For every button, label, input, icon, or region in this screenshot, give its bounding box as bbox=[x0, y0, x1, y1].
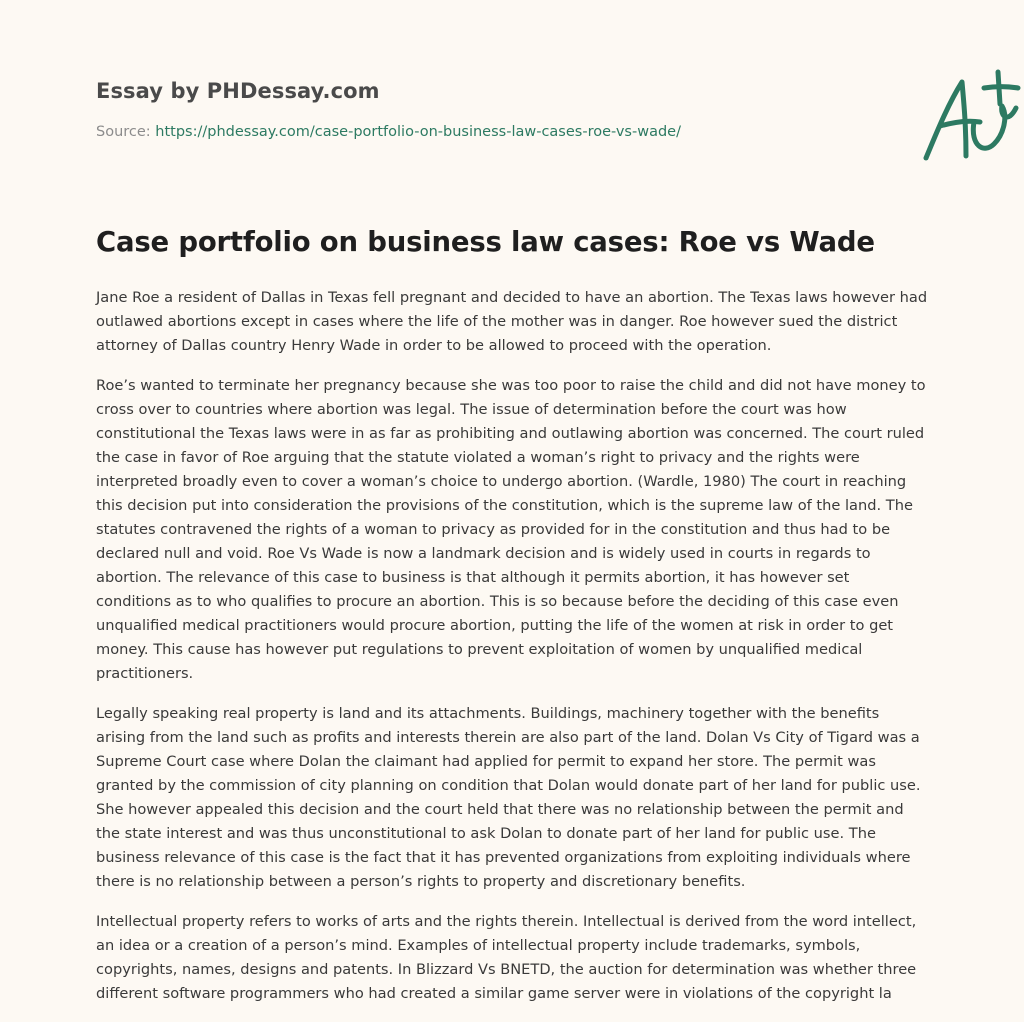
a-plus-logo-icon bbox=[918, 64, 1024, 164]
paragraph: Legally speaking real property is land and its attachments. Buildings, machinery together with the benefits arising from the land such as profits and interests therein are also part of the land. Dolan Vs City of Tigard was a Supreme Court case where Dolan the claimant had applied for permit to expand her store. The permit was granted by the commission of city planning on condition that Dolan would donate part of her land for public use. She however appealed this decision and the court held that there was no relationship between the permit and the state interest and was thus unconstitutional to ask Dolan to donate part of her land for public use. The business relevance of this case is the fact that it has prevented organizations from exploiting individuals where there is no relationship between a person’s rights to property and discretionary benefits. bbox=[96, 705, 921, 890]
paragraph: Jane Roe a resident of Dallas in Texas fell pregnant and decided to have an abortion. The Texas laws however had outlawed abortions except in cases where the life of the mother was in danger. Roe however sued the district attorney of Dallas country Henry Wade in order to be allowed to proceed with the operation. bbox=[96, 289, 928, 354]
source-line bbox=[96, 124, 681, 140]
paragraph: Intellectual property refers to works of arts and the rights therein. Intellectual is derived from the word intellect, an idea or a creation of a person’s mind. Examples of intellectual property include trademarks, symbols, copyrights, names, designs and patents. In Blizzard Vs BNETD, the auction for determination was whether three different software programmers who had created a similar game server were in violations of the copyright la bbox=[96, 913, 917, 1002]
article-body bbox=[96, 286, 928, 1022]
source-label: Source: bbox=[96, 124, 156, 140]
source-link[interactable]: https://phdessay.com/case-portfolio-on-business-law-cases-roe-vs-wade/ bbox=[155, 124, 681, 140]
paragraph: Roe’s wanted to terminate her pregnancy because she was too poor to raise the child and did not have money to cross over to countries where abortion was legal. The issue of determination before the court was how constitutional the Texas laws were in as far as prohibiting and outlawing abortion was concerned. The court ruled the case in favor of Roe arguing that the statute violated a woman’s right to privacy and the rights were interpreted broadly even to cover a woman’s choice to undergo abortion. (Wardle, 1980) The court in reaching this decision put into consideration the provisions of the constitution, which is the supreme law of the land. The statutes contravened the rights of a woman to privacy as provided for in the constitution and thus had to be declared null and void. Roe Vs Wade is now a landmark decision and is widely used in courts in regards to abortion. The relevance of this case to business is that although it permits abortion, it has however set conditions as to who qualifies to procure an abortion. This is so because before the deciding of this case even unqualified medical practitioners would procure abortion, putting the life of the women at risk in order to get money. This cause has however put regulations to prevent exploitation of women by unqualified medical practitioners. bbox=[96, 377, 926, 682]
site-brand: Essay by PHDessay.com bbox=[96, 79, 380, 103]
page-title: Case portfolio on business law cases: Roe vs Wade bbox=[96, 226, 875, 258]
